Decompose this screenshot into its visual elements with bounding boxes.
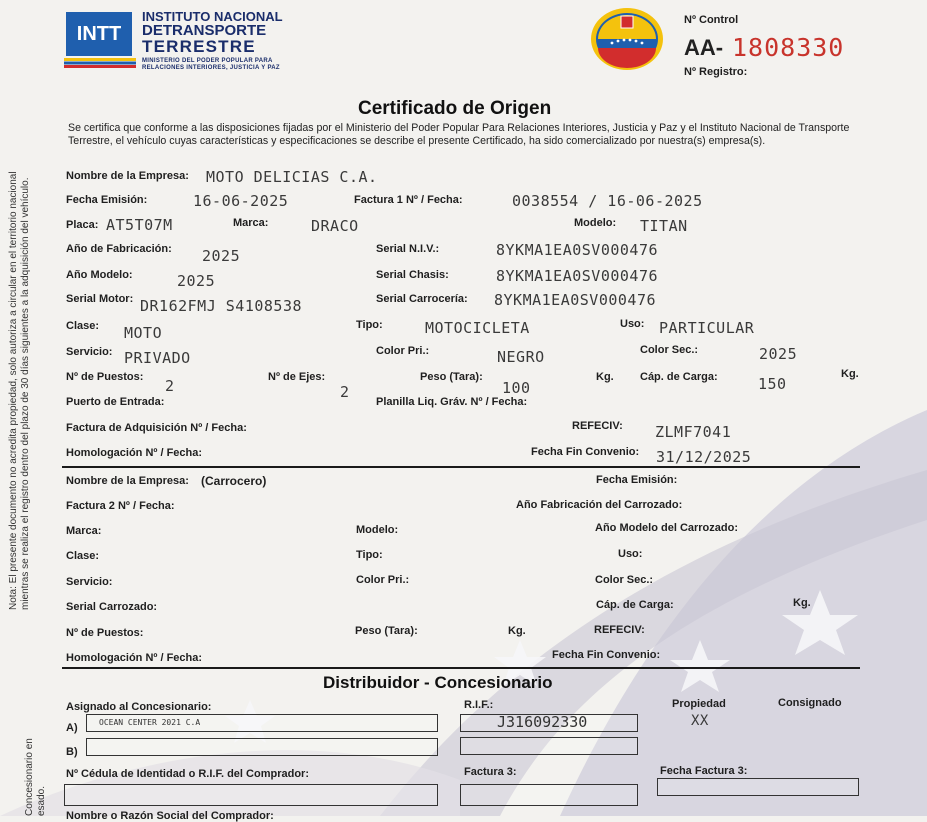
fecha-emision-label: Fecha Emisión: bbox=[66, 194, 148, 206]
puerto-entrada-label: Puerto de Entrada: bbox=[66, 396, 165, 408]
intt-logo bbox=[66, 12, 132, 56]
distribuidor-title: Distribuidor - Concesionario bbox=[323, 673, 553, 692]
consignado-label: Consignado bbox=[778, 697, 842, 709]
fecha-fin-convenio-value: 31/12/2025 bbox=[656, 448, 752, 466]
row-a-label: A) bbox=[66, 722, 78, 734]
intt-logo-text: INTT bbox=[76, 22, 122, 45]
fecha-factura3-label: Fecha Factura 3: bbox=[660, 765, 748, 777]
kg-label-1: Kg. bbox=[596, 371, 614, 383]
carrocero-color-pri-label: Color Pri.: bbox=[356, 574, 410, 586]
ejes-value: 2 bbox=[340, 383, 350, 401]
propiedad-label: Propiedad bbox=[672, 698, 726, 710]
fecha-factura3-field bbox=[657, 778, 859, 796]
carrocero-fecha-emision-label: Fecha Emisión: bbox=[596, 474, 678, 486]
anio-fabricacion-label: Año de Fabricación: bbox=[66, 243, 172, 255]
control-label: Nº Control bbox=[684, 14, 739, 26]
institute-line-1: INSTITUTO NACIONAL bbox=[142, 9, 283, 24]
factura3-label: Factura 3: bbox=[464, 766, 517, 778]
factura1-value: 0038554 / 16-06-2025 bbox=[512, 192, 703, 210]
homologacion-label: Homologación Nº / Fecha: bbox=[66, 447, 203, 459]
carrocero-clase-label: Clase: bbox=[66, 550, 100, 562]
control-prefix: AA- bbox=[684, 35, 724, 60]
servicio-value: PRIVADO bbox=[124, 349, 191, 367]
row-b-name-field bbox=[86, 738, 438, 756]
flag-stripe-icon bbox=[64, 58, 136, 68]
side-note-2: Concesionario en esado. bbox=[24, 738, 47, 816]
serial-motor-value: DR162FMJ S4108538 bbox=[140, 297, 303, 315]
empresa-label: Nombre de la Empresa: bbox=[66, 170, 189, 182]
marca-value: DRACO bbox=[311, 217, 359, 235]
peso-label: Peso (Tara): bbox=[420, 371, 483, 383]
row-a-propiedad-value: XX bbox=[691, 713, 709, 729]
certificate-intro: Se certifica que conforme a las disposiciones fijadas por el Ministerio del Poder Popular Para Relaciones Interiores, Justicia y Paz y el Instituto Nacional de Transporte Terrestre, el vehículo cuyas características y especificaciones se describe el presente Certificado, ha sido comercializado por nuestra(s) empresa(s). bbox=[68, 122, 850, 147]
anio-fabricacion-value: 2025 bbox=[202, 247, 241, 265]
carga-value: 150 bbox=[758, 375, 787, 393]
serial-chasis-label: Serial Chasis: bbox=[376, 269, 449, 281]
carrocero-color-sec-label: Color Sec.: bbox=[595, 574, 654, 586]
carrocero-empresa-label: Nombre de la Empresa: bbox=[66, 475, 189, 487]
ministry-text: MINISTERIO DEL PODER POPULAR PARA RELACIONES INTERIORES, JUSTICIA Y PAZ bbox=[142, 58, 280, 71]
serial-niv-value: 8YKMA1EA0SV000476 bbox=[496, 241, 659, 259]
row-a-rif-value: J316092330 bbox=[497, 713, 588, 731]
puestos-label: Nº de Puestos: bbox=[66, 371, 144, 383]
uso-value: PARTICULAR bbox=[659, 319, 755, 337]
carga-label: Cáp. de Carga: bbox=[640, 371, 718, 383]
factura-adquisicion-label: Factura de Adquisición Nº / Fecha: bbox=[66, 422, 247, 434]
carrocero-kg-label-1: Kg. bbox=[508, 625, 526, 637]
serial-carroceria-label: Serial Carrocería: bbox=[376, 293, 468, 305]
carrocero-homologacion-label: Homologación Nº / Fecha: bbox=[66, 652, 203, 664]
carrocero-peso-label: Peso (Tara): bbox=[355, 625, 418, 637]
carrocero-refeciv-label: REFECIV: bbox=[594, 624, 645, 636]
carrocero-tipo-label: Tipo: bbox=[356, 549, 383, 561]
serial-niv-label: Serial N.I.V.: bbox=[376, 243, 440, 255]
peso-value: 100 bbox=[502, 379, 531, 397]
row-b-rif-field bbox=[460, 737, 638, 755]
fecha-emision-value: 16-06-2025 bbox=[193, 192, 289, 210]
ejes-label: Nº de Ejes: bbox=[268, 371, 326, 383]
serial-motor-label: Serial Motor: bbox=[66, 293, 134, 305]
placa-label: Placa: bbox=[66, 219, 99, 231]
rif-label: R.I.F.: bbox=[464, 699, 494, 711]
anio-modelo-label: Año Modelo: bbox=[66, 269, 133, 281]
color-pri-label: Color Pri.: bbox=[376, 345, 430, 357]
row-a-name-field bbox=[86, 714, 438, 732]
factura1-label: Factura 1 Nº / Fecha: bbox=[354, 194, 463, 206]
color-sec-label: Color Sec.: bbox=[640, 344, 699, 356]
side-note: Nota: El presente documento no acredita propiedad, solo autoriza a circular en el territorio nacional mientras se realiza el registro dentro del plazo de 30 días siguientes a la adquisición del vehículo. bbox=[8, 171, 31, 610]
carrocero-kg-label-2: Kg. bbox=[793, 597, 811, 609]
tipo-label: Tipo: bbox=[356, 319, 383, 331]
tipo-value: MOTOCICLETA bbox=[425, 319, 530, 337]
section-divider-1 bbox=[62, 466, 860, 468]
carrocero-marca-label: Marca: bbox=[66, 525, 102, 537]
carrocero-modelo-label: Modelo: bbox=[356, 524, 399, 536]
planilla-label: Planilla Liq. Gráv. Nº / Fecha: bbox=[376, 396, 528, 408]
control-number: 1808330 bbox=[732, 33, 845, 62]
carrocero-uso-label: Uso: bbox=[618, 548, 643, 560]
serial-carrozado-label: Serial Carrozado: bbox=[66, 601, 158, 613]
institute-line-2: DETRANSPORTE bbox=[142, 22, 267, 39]
carrocero-carga-label: Cáp. de Carga: bbox=[596, 599, 674, 611]
color-sec-value: 2025 bbox=[759, 345, 798, 363]
anio-modelo-carrozado-label: Año Modelo del Carrozado: bbox=[595, 522, 738, 534]
carrocero-tag: (Carrocero) bbox=[201, 474, 267, 488]
modelo-value: TITAN bbox=[640, 217, 688, 235]
factura2-label: Factura 2 Nº / Fecha: bbox=[66, 500, 175, 512]
cedula-comprador-field bbox=[64, 784, 438, 806]
anio-fab-carrozado-label: Año Fabricación del Carrozado: bbox=[516, 499, 683, 511]
carrocero-servicio-label: Servicio: bbox=[66, 576, 113, 588]
venezuela-seal-icon bbox=[588, 6, 666, 72]
asignado-label: Asignado al Concesionario: bbox=[66, 701, 212, 713]
color-pri-value: NEGRO bbox=[497, 348, 545, 366]
placa-value: AT5T07M bbox=[106, 216, 173, 234]
kg-label-2: Kg. bbox=[841, 368, 859, 380]
refeciv-value: ZLMF7041 bbox=[655, 423, 732, 441]
refeciv-label: REFECIV: bbox=[572, 420, 623, 432]
puestos-value: 2 bbox=[165, 377, 175, 395]
section-divider-2 bbox=[62, 667, 860, 669]
carrocero-puestos-label: Nº de Puestos: bbox=[66, 627, 144, 639]
clase-label: Clase: bbox=[66, 320, 100, 332]
serial-chasis-value: 8YKMA1EA0SV000476 bbox=[496, 267, 659, 285]
row-a-name-value: OCEAN CENTER 2021 C.A bbox=[99, 718, 201, 727]
fecha-fin-convenio-label: Fecha Fin Convenio: bbox=[531, 446, 640, 458]
cedula-comprador-label: Nº Cédula de Identidad o R.I.F. del Comprador: bbox=[66, 768, 309, 780]
serial-carroceria-value: 8YKMA1EA0SV000476 bbox=[494, 291, 657, 309]
row-b-label: B) bbox=[66, 746, 78, 758]
uso-label: Uso: bbox=[620, 318, 645, 330]
registro-label: Nº Registro: bbox=[684, 66, 748, 78]
razon-social-label: Nombre o Razón Social del Comprador: bbox=[66, 810, 274, 822]
institute-line-3: TERRESTRE bbox=[142, 37, 256, 56]
row-a-rif-field bbox=[460, 714, 638, 732]
anio-modelo-value: 2025 bbox=[177, 272, 216, 290]
clase-value: MOTO bbox=[124, 324, 163, 342]
empresa-value: MOTO DELICIAS C.A. bbox=[206, 168, 378, 186]
carrocero-fecha-fin-label: Fecha Fin Convenio: bbox=[552, 649, 661, 661]
modelo-label: Modelo: bbox=[574, 217, 617, 229]
certificate-title: Certificado de Origen bbox=[358, 98, 552, 119]
marca-label: Marca: bbox=[233, 217, 269, 229]
factura3-field bbox=[460, 784, 638, 806]
servicio-label: Servicio: bbox=[66, 346, 113, 358]
